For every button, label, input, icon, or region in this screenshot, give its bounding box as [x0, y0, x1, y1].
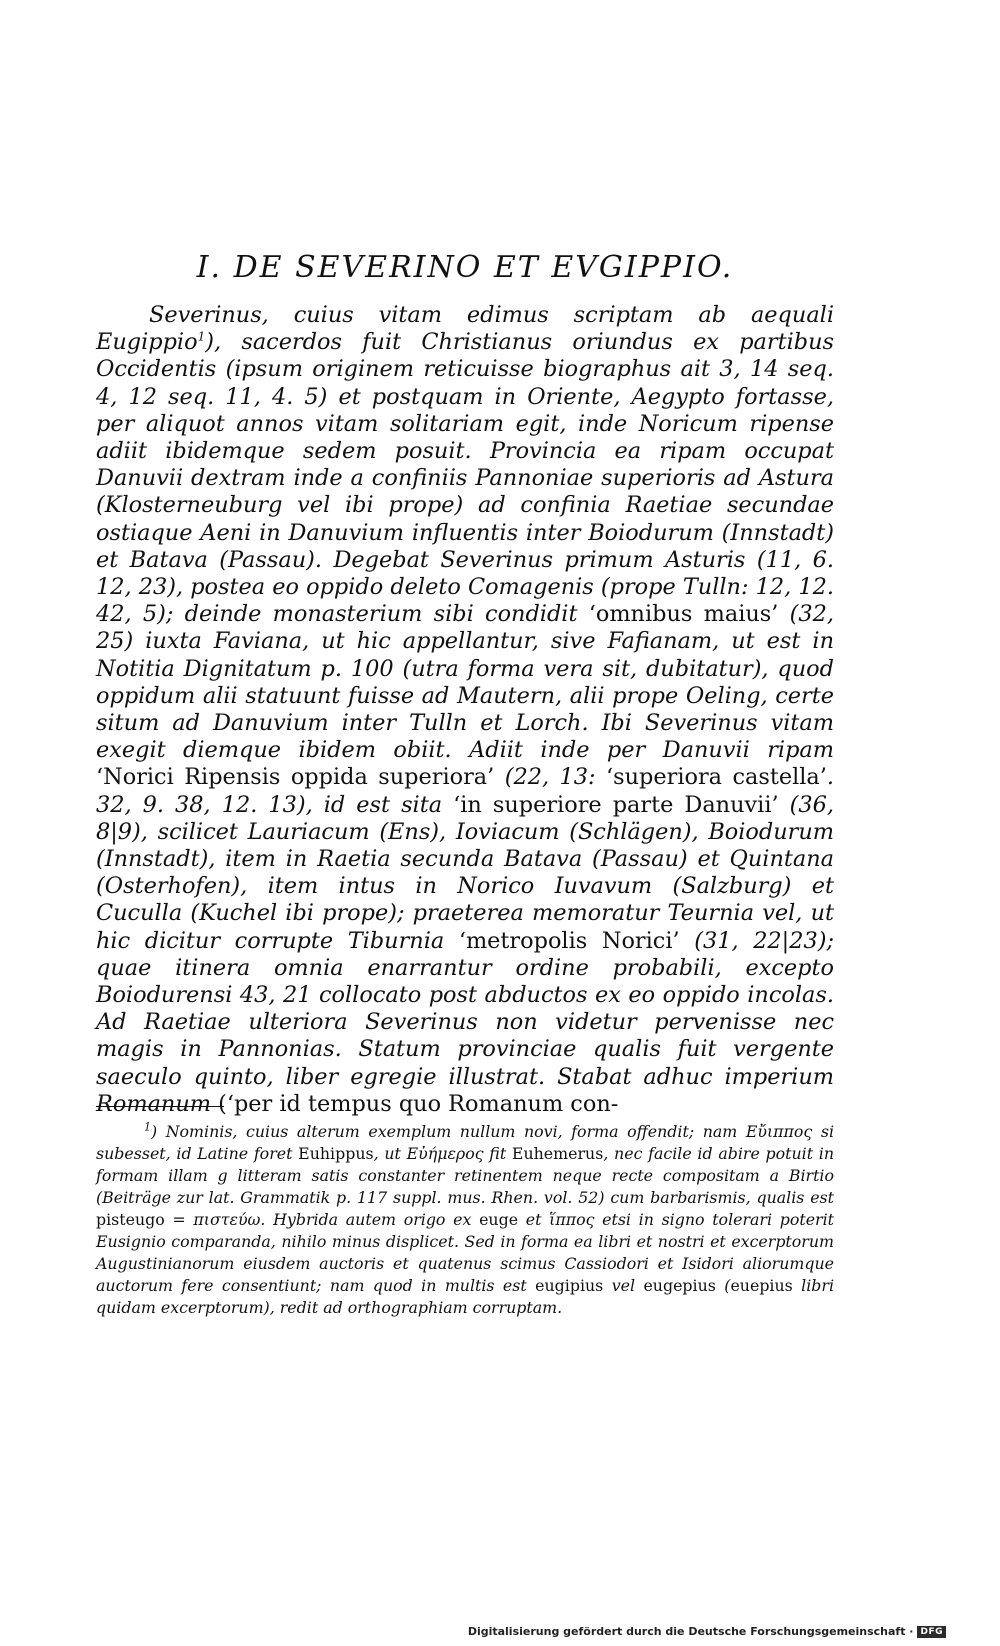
credit-text: Digitalisierung gefördert durch die Deutsche Forschungsgemeinschaft ·	[467, 1625, 914, 1638]
footnote	[96, 1121, 834, 1319]
roman-term: euepius	[730, 1276, 793, 1295]
roman-term: euge	[479, 1210, 519, 1229]
body-text-run: ), sacerdos fuit Christianus oriundus ex partibus Occidentis (ipsum originem reticuisse biographus ait 3, 14 seq. 4, 12 seq. 11, 4. 5) et postquam in Oriente, Aegypto fortasse, per aliquot annos vitam solitariam egit, inde Noricum ripense adiit ibidemque sedem posuit. Provincia ea ripam occupat Danuvii dextram inde a confiniis Pannoniae superioris ad Astura (Klosterneuburg vel ibi prope) ad confinia Raetiae secundae ostiaque Aeni in Danuvium influentis inter Boiodurum (Innstadt) et Batava (Passau). Degebat Severinus primum Asturis (11, 6. 12, 23), postea eo oppido deleto Comagenis (prope Tulln: 12, 12. 42, 5); deinde monasterium sibi condidit	[96, 329, 834, 628]
footnote-text-run: vel	[603, 1276, 644, 1295]
footnote-marker: 1	[144, 1120, 151, 1134]
footnote-reference: 1	[197, 329, 206, 344]
footnote-text-run: ) Nominis, cuius alterum exemplum nullum novi, forma offendit; nam Εὔιππος si subesset, id Latine foret	[96, 1122, 834, 1163]
roman-term: eugipius	[535, 1276, 604, 1295]
body-text-run: . 32, 9. 38, 12. 13), id est sita	[96, 764, 834, 818]
roman-quotation: ‘metropolis Norici’	[458, 927, 680, 954]
roman-term: Euhemerus	[511, 1144, 604, 1163]
footnote-text-run: , nec facile id abire potuit in formam illam g litteram satis constanter retinentem neque recte compositam a Birtio (Beiträge zur lat. Grammatik p. 117 suppl. mus. Rhen. vol. 52) cum barbarismis, qualis est	[96, 1144, 835, 1207]
chapter-heading: I. DE SEVERINO ET EVGIPPIO.	[196, 250, 734, 285]
roman-quotation: ‘omnibus maius’	[588, 601, 779, 628]
roman-quotation: ‘superiora castella’	[606, 764, 827, 791]
body-text-run: (36, 8|9), scilicet Lauriacum (Ens), Ioviacum (Schlägen), Boiodurum (Innstadt), item in Raetia secunda Batava (Passau) et Quintana (Osterhofen), item intus in Norico Iuvavum (Salzburg) et Cuculla (Kuchel ibi prope); praeterea memoratur Teurnia vel, ut hic dicitur corrupte Tiburnia	[96, 791, 834, 954]
footnote-text-run: libri quidam excerptorum), redit ad orthographiam corruptam.	[96, 1276, 835, 1317]
footnote-text-run: et ἵππος etsi in signo tolerari poterit Eusignio comparanda, nihilo minus displicet. Sed in forma ea libri et nostri et excerptorum Augustinianorum eiusdem auctoris et quatenus scimus Cassiodori et Isidori aliorumque auctorum fere consentiunt; nam quod in multis est	[96, 1210, 834, 1295]
roman-term: eugepius	[643, 1276, 716, 1295]
roman-term: Euhippus	[298, 1144, 374, 1163]
body-text-run: (31, 22|23); quae itinera omnia enarrantur ordine probabili, excepto Boiodurensi 43, 21 collocato post abductos ex eo oppido incolas. Ad Raetiae ulteriora Severinus non videtur pervenisse nec magis in Pannonias. Statum provinciae qualis fuit vergente saeculo quinto, liber egregie illustrat. Stabat adhuc imperium Romanum	[96, 927, 834, 1117]
digitization-credit	[468, 1625, 946, 1638]
footnote-text-run: (	[715, 1276, 731, 1295]
roman-quotation: ‘in superiore parte Danuvii’	[453, 791, 779, 818]
dfg-logo: DFG	[917, 1626, 946, 1638]
roman-quotation: ‘Norici Ripensis oppida superiora’	[96, 764, 495, 791]
footnote-separator	[96, 1106, 224, 1107]
body-text-run: (32, 25) iuxta Faviana, ut hic appellantur, sive Fafianam, ut est in Notitia Dignitatum p. 100 (utra forma vera sit, dubitatur), quod oppidum alii statuunt fuisse ad Mautern, alii prope Oeling, certe situm ad Danuvium inter Tulln et Lorch. Ibi Severinus vitam exegit diemque ibidem obiit. Adiit inde per Danuvii ripam	[96, 601, 835, 764]
roman-quotation: (‘per id tempus quo Romanum con-	[218, 1090, 619, 1117]
footnote-text-run: = πιστεύω. Hybrida autem origo ex	[164, 1210, 480, 1229]
body-text-run: Severinus, cuius vitam edimus scriptam ab aequali Eugippio	[96, 302, 834, 356]
body-text-run: (22, 13:	[494, 764, 606, 791]
footnote-text-run: , ut Εὐήμερος fit	[373, 1144, 512, 1163]
roman-term: pisteugo	[96, 1210, 165, 1229]
main-paragraph	[96, 302, 834, 1118]
